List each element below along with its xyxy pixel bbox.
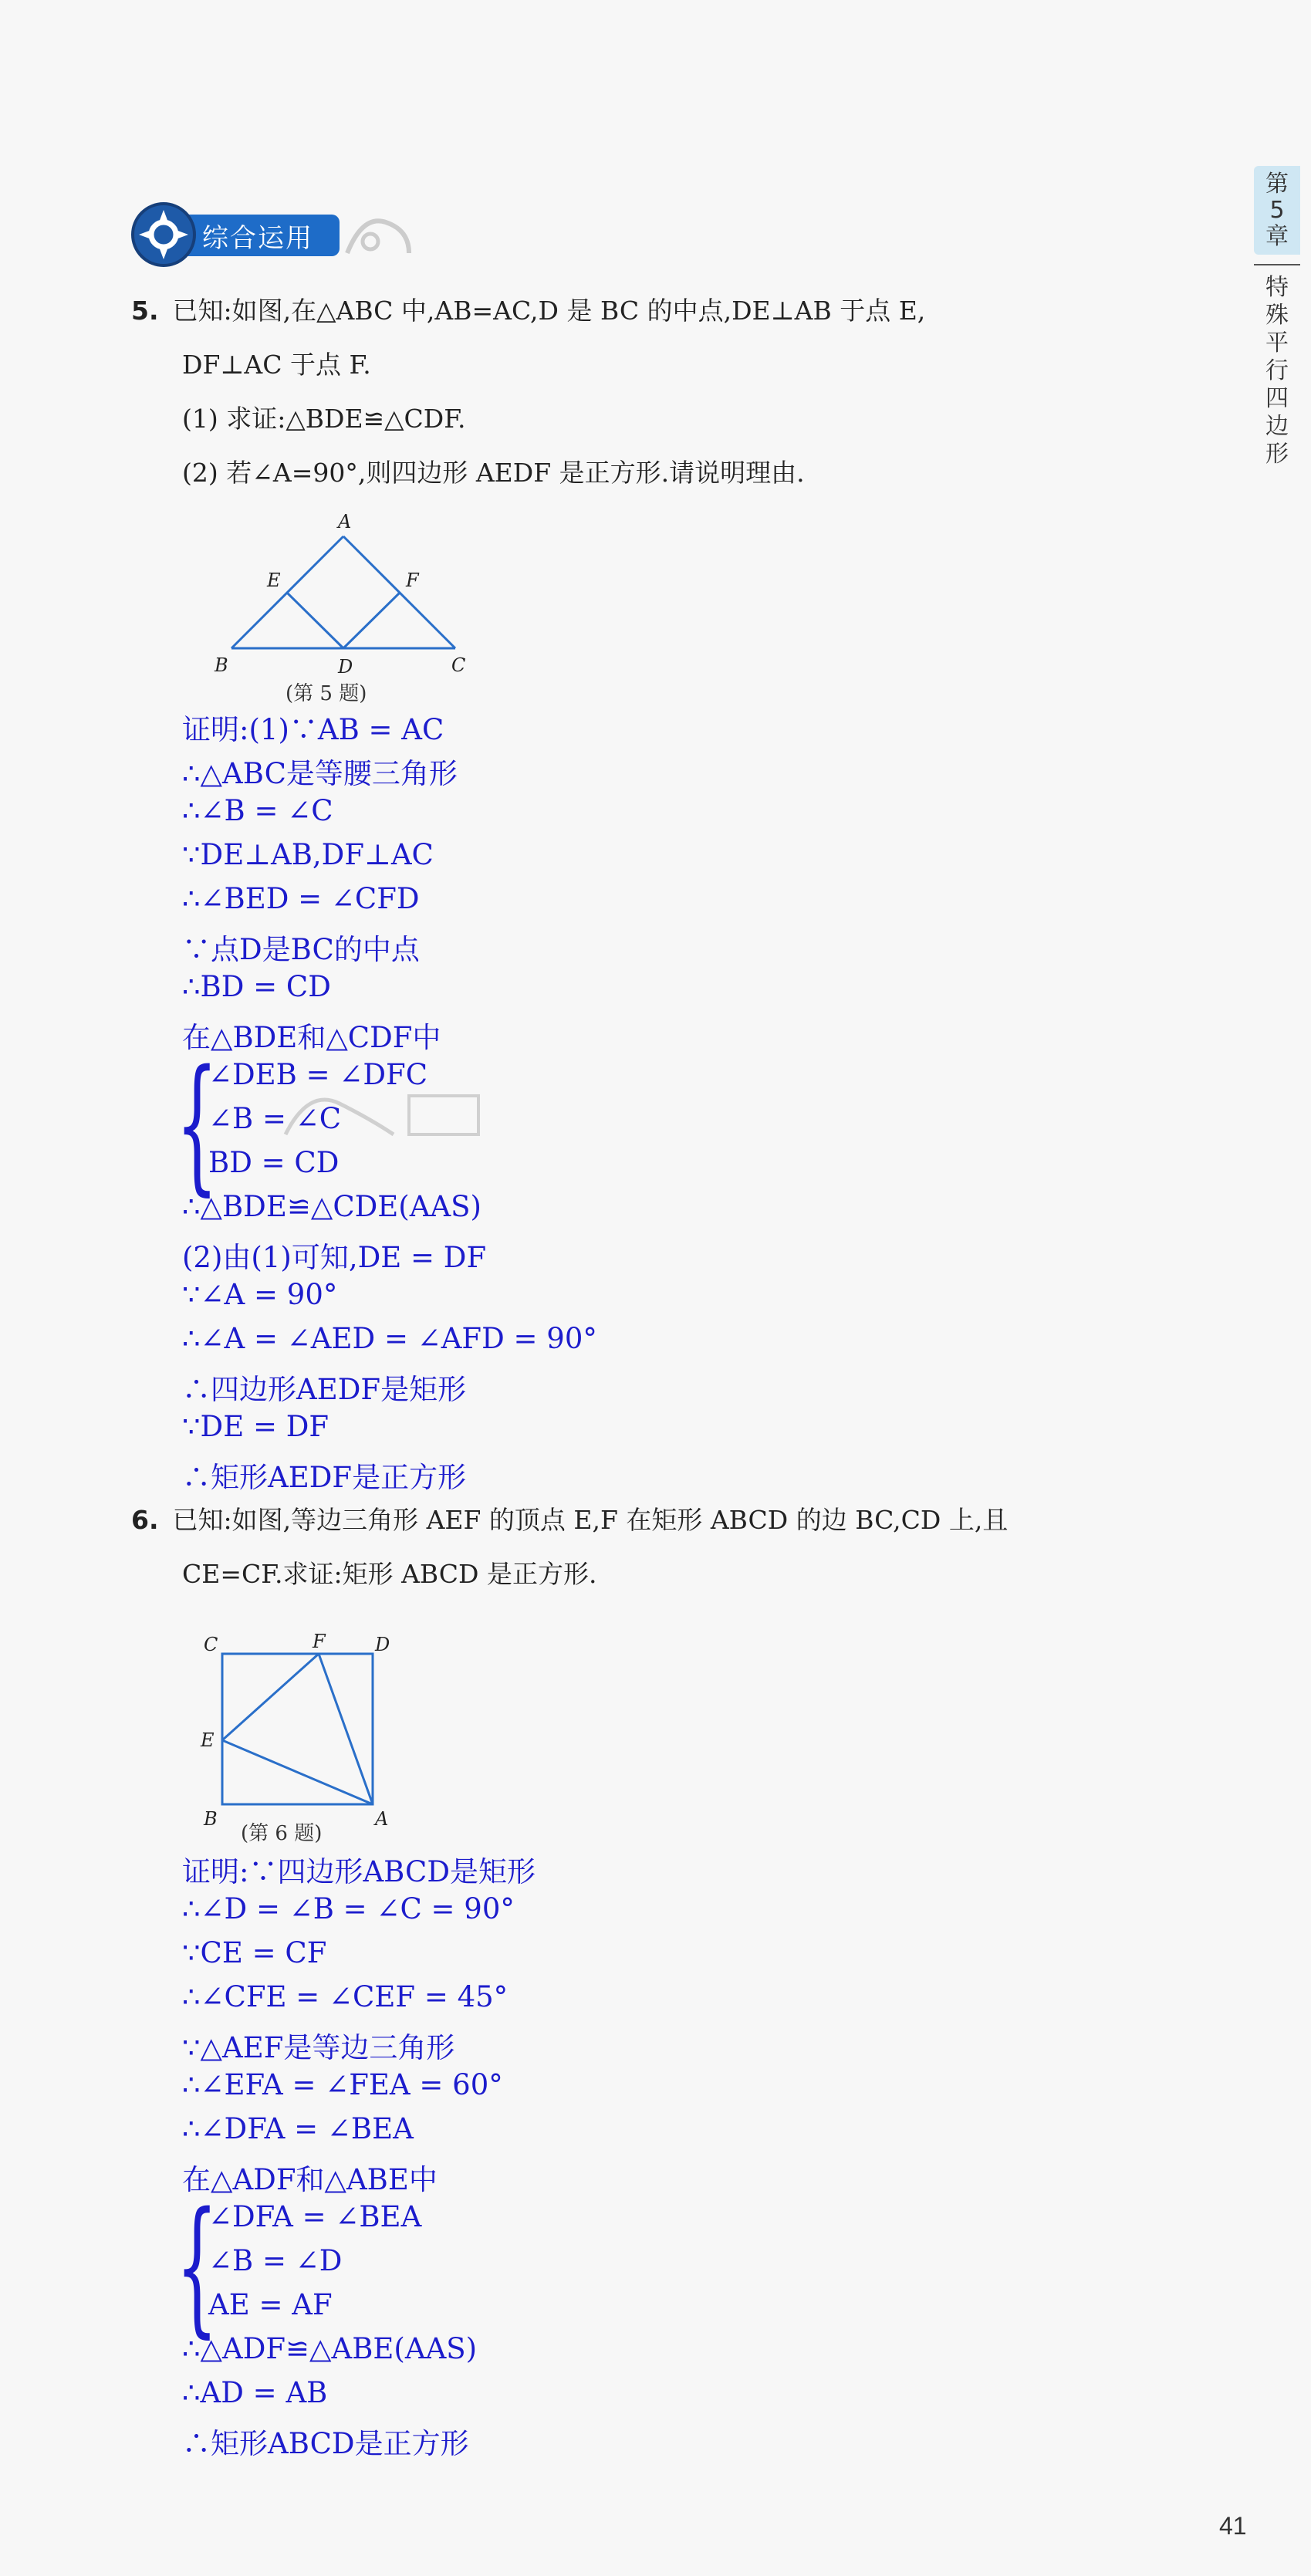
question-5-line-1 — [131, 284, 1211, 338]
solution-6-condition: ∠DFA = ∠BEA — [208, 2200, 422, 2233]
solution-5-condition: BD = CD — [208, 1146, 340, 1179]
label-f: F — [313, 1632, 326, 1652]
label-b: B — [204, 1808, 218, 1830]
figure-6-caption: (第 6 题) — [241, 1822, 323, 1845]
label-e: E — [267, 570, 281, 591]
label-b: B — [215, 654, 228, 676]
label-c: C — [204, 1634, 218, 1655]
chapter-tab-bottom: 章 — [1265, 222, 1289, 250]
chapter-title-char: 殊 — [1265, 302, 1289, 329]
figure-5 — [201, 502, 478, 687]
solution-5-line: ∴四边形AEDF是矩形 — [182, 1373, 467, 1406]
watermark-logo — [278, 1080, 494, 1161]
label-e: E — [201, 1729, 215, 1751]
watermark-logo — [340, 207, 417, 280]
label-f: F — [406, 570, 419, 591]
solution-5-line: ∴∠BED = ∠CFD — [182, 882, 420, 915]
question-6-line-1 — [131, 1493, 1211, 1547]
solution-6-line: ∴矩形ABCD是正方形 — [182, 2427, 469, 2460]
page-number: 41 — [1219, 2512, 1247, 2540]
question-text: 已知:如图,等边三角形 AEF 的顶点 E,F 在矩形 ABCD 的边 BC,CD 上,且 — [172, 1505, 1009, 1535]
solution-5-line: ∴∠A = ∠AED = ∠AFD = 90° — [182, 1322, 597, 1355]
question-6-line-2: CE=CF.求证:矩形 ABCD 是正方形. — [182, 1559, 597, 1589]
solution-6-line: ∵△AEF是等边三角形 — [182, 2031, 455, 2064]
solution-6-line: ∴∠EFA = ∠FEA = 60° — [182, 2068, 503, 2101]
chapter-tab-top: 第 — [1265, 170, 1289, 198]
chapter-title — [1254, 274, 1300, 468]
chapter-title-char: 边 — [1265, 413, 1289, 440]
chapter-tab-number: 5 — [1269, 196, 1285, 224]
question-5-part-1: (1) 求证:△BDE≌△CDF. — [182, 404, 466, 434]
solution-5-line: (2)由(1)可知,DE = DF — [182, 1241, 487, 1274]
question-number: 6. — [131, 1505, 159, 1535]
solution-6-line: ∴∠CFE = ∠CEF = 45° — [182, 1980, 509, 2013]
solution-6-line: ∴∠D = ∠B = ∠C = 90° — [182, 1892, 515, 1925]
solution-6-condition: ∠B = ∠D — [208, 2244, 343, 2277]
solution-5-line: ∴△ABC是等腰三角形 — [182, 757, 458, 790]
solution-6-line: ∴AD = AB — [182, 2376, 328, 2409]
solution-5-line: ∴△BDE≌△CDE(AAS) — [182, 1190, 481, 1223]
section-header-label: 综合运用 — [185, 215, 340, 256]
rectangle-abcd — [222, 1654, 373, 1804]
solution-6-line: ∴∠DFA = ∠BEA — [182, 2112, 414, 2145]
solution-5-line: ∵∠A = 90° — [182, 1278, 338, 1311]
chapter-title-char: 形 — [1265, 441, 1289, 468]
chapter-title-char: 特 — [1265, 274, 1289, 301]
question-text: 已知:如图,在△ABC 中,AB=AC,D 是 BC 的中点,DE⊥AB 于点 E, — [172, 296, 926, 326]
solution-5-line: ∵点D是BC的中点 — [182, 933, 420, 966]
chapter-tab — [1254, 166, 1300, 255]
solution-5-line: ∴矩形AEDF是正方形 — [182, 1461, 467, 1494]
solution-5-line: ∴BD = CD — [182, 970, 331, 1003]
figure-5-caption: (第 5 题) — [286, 682, 367, 705]
chapter-title-char: 行 — [1265, 357, 1289, 384]
solution-5-line: ∵DE⊥AB,DF⊥AC — [182, 838, 434, 871]
segment-ef — [222, 1654, 319, 1740]
solution-5-condition: ∠B = ∠C — [208, 1102, 342, 1135]
solution-6-line: 证明:∵四边形ABCD是矩形 — [182, 1855, 536, 1888]
question-5 — [131, 284, 1211, 500]
segment-fd — [343, 593, 400, 648]
figure-6 — [193, 1632, 409, 1833]
solution-5-line: ∵DE = DF — [182, 1410, 329, 1443]
label-a: A — [375, 1808, 389, 1830]
question-5-line-2: DF⊥AC 于点 F. — [182, 350, 371, 380]
solution-6-line: ∵CE = CF — [182, 1936, 327, 1969]
system-brace: { — [176, 2181, 218, 2351]
label-a: A — [338, 511, 352, 532]
solution-5-condition: ∠DEB = ∠DFC — [208, 1058, 428, 1091]
label-d: D — [375, 1634, 390, 1655]
chapter-divider — [1254, 264, 1300, 265]
section-header — [131, 202, 363, 268]
segment-fa — [319, 1654, 373, 1804]
question-number: 5. — [131, 296, 159, 326]
label-c: C — [451, 654, 466, 676]
chapter-title-char: 四 — [1265, 385, 1289, 412]
solution-6-line: ∴△ADF≌△ABE(AAS) — [182, 2332, 478, 2365]
question-6 — [131, 1493, 1211, 1601]
system-brace: { — [176, 1039, 218, 1209]
solution-5-line: ∴∠B = ∠C — [182, 794, 333, 827]
segment-ed — [287, 593, 343, 648]
segment-ea — [222, 1740, 373, 1804]
question-5-part-2: (2) 若∠A=90°,则四边形 AEDF 是正方形.请说明理由. — [182, 458, 805, 488]
chapter-title-char: 平 — [1265, 330, 1289, 357]
label-d: D — [338, 656, 353, 678]
solution-6-condition: AE = AF — [208, 2288, 333, 2321]
solution-5-line: 在△BDE和△CDF中 — [182, 1021, 441, 1054]
section-logo-icon — [131, 202, 196, 267]
solution-5-line: 证明:(1)∵AB = AC — [182, 713, 444, 746]
solution-6-line: 在△ADF和△ABE中 — [182, 2163, 438, 2196]
